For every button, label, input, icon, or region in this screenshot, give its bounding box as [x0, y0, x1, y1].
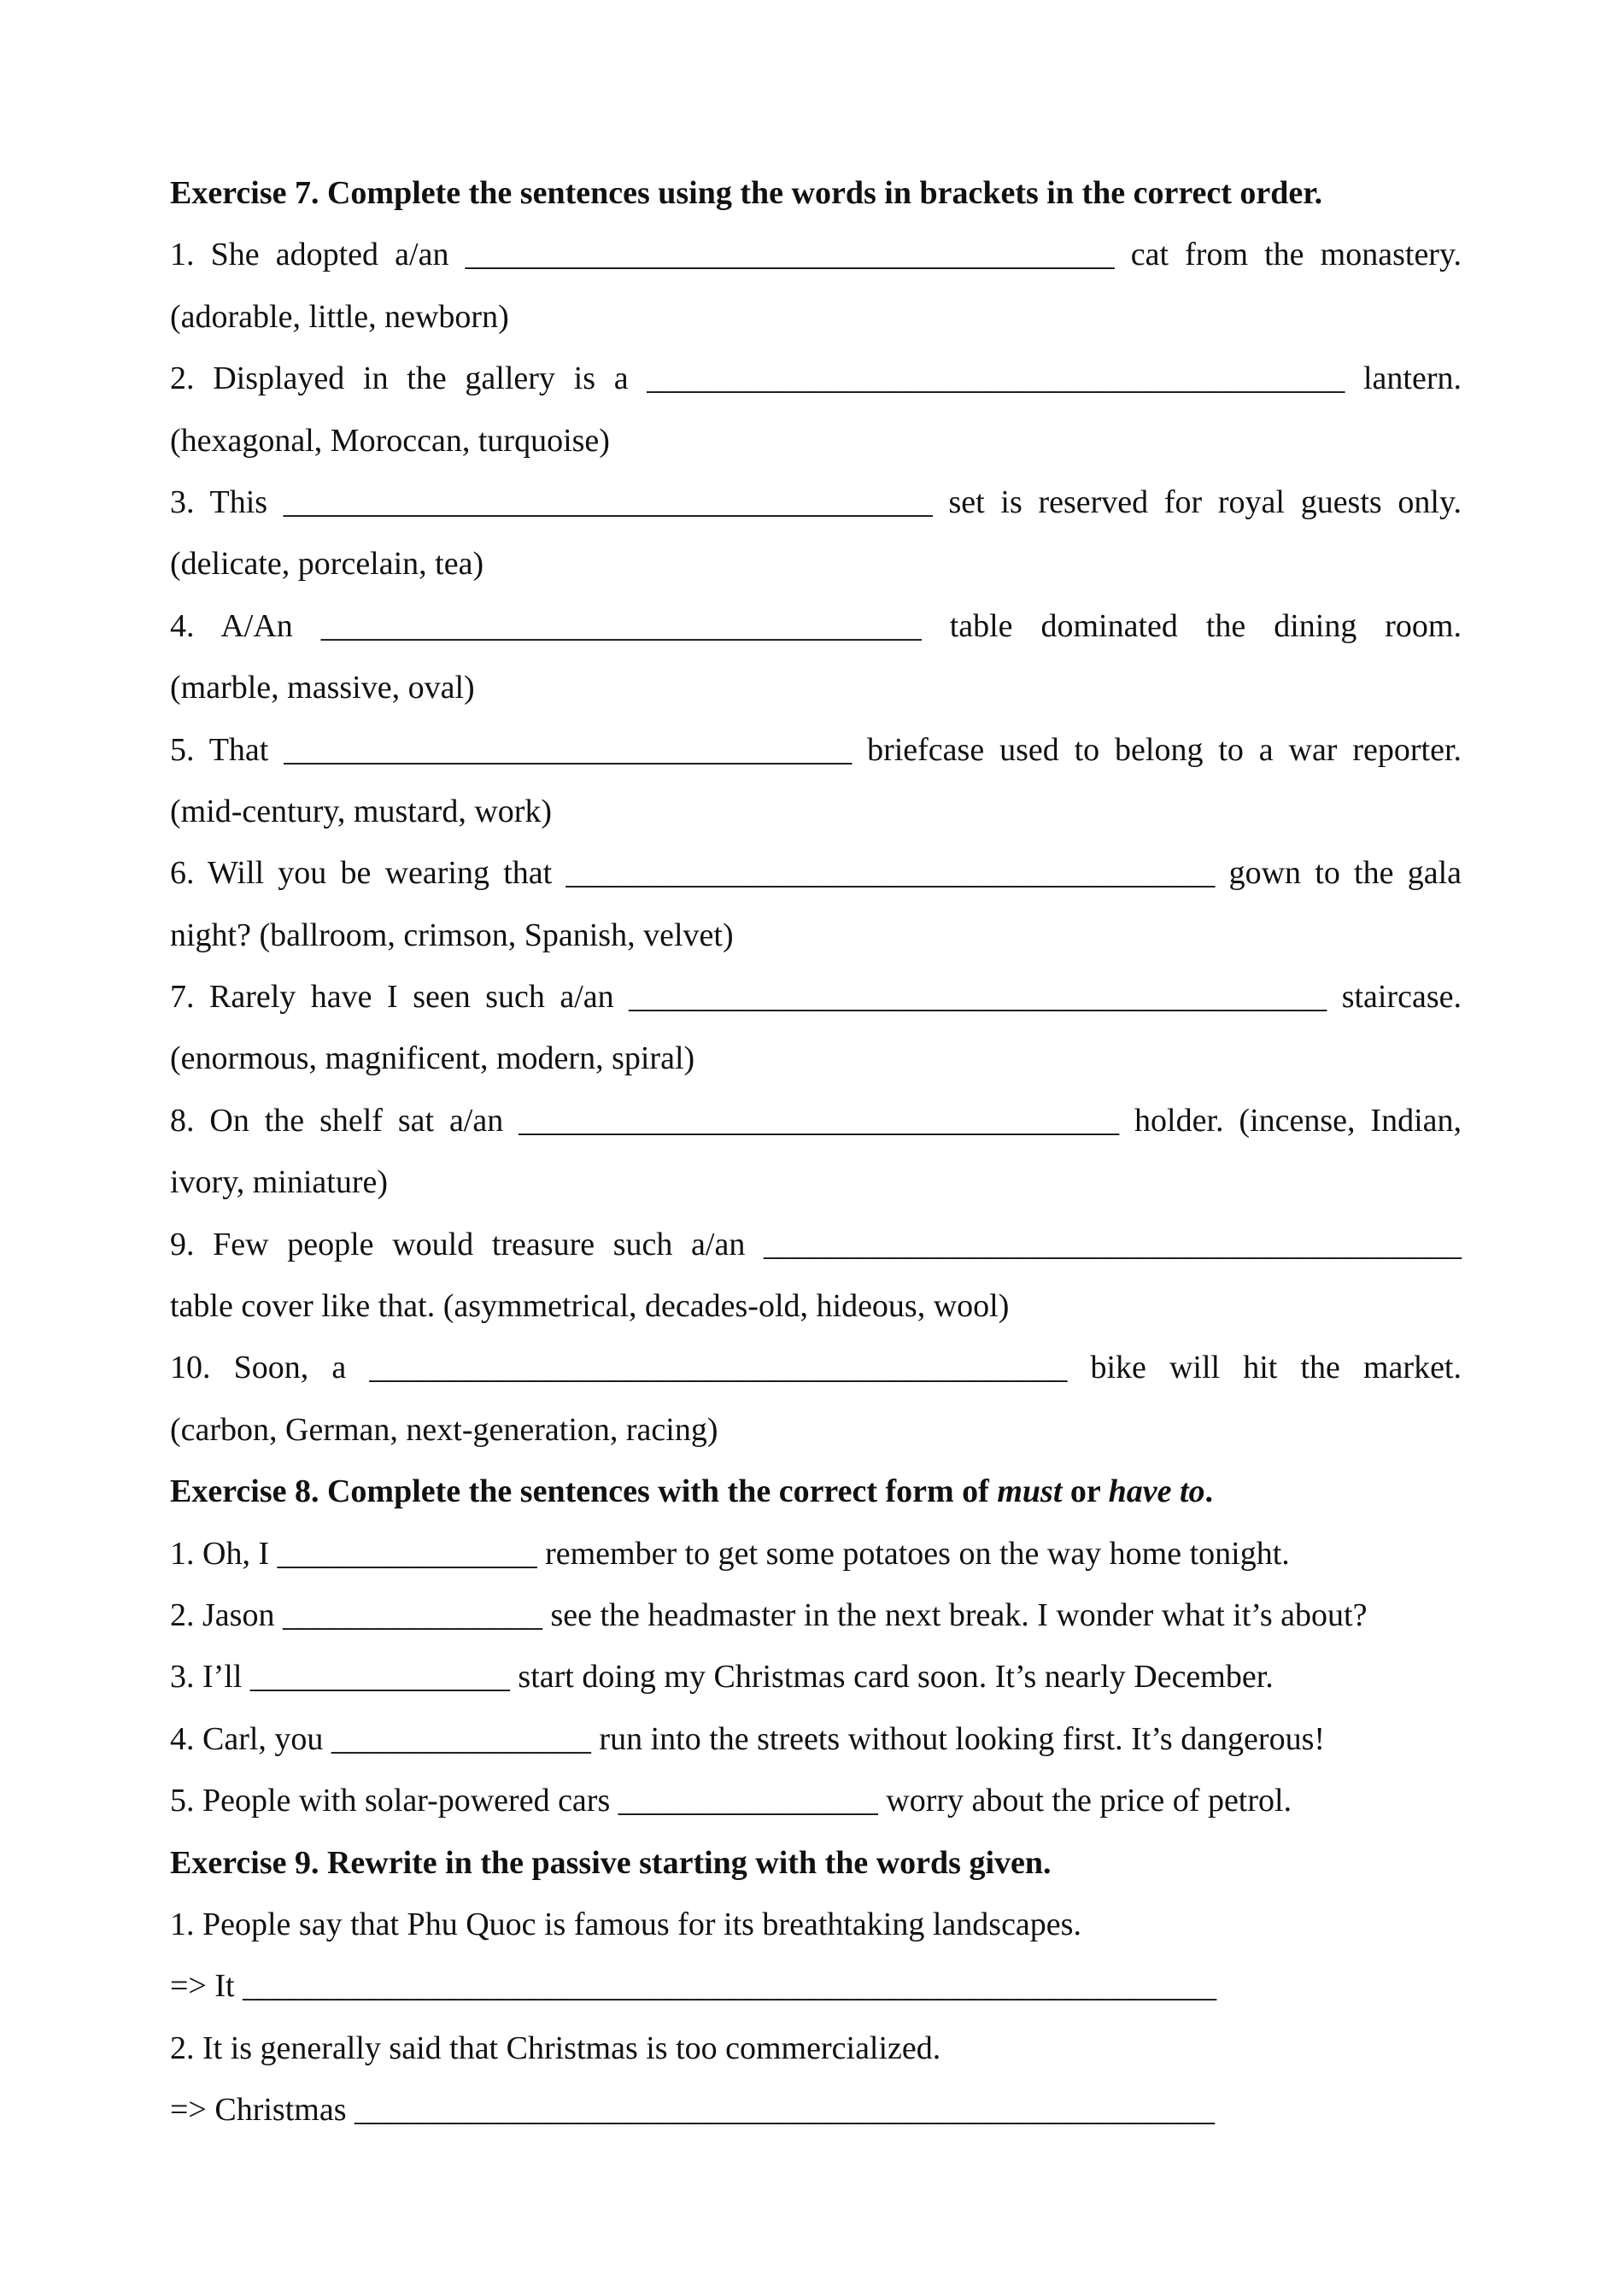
exercise-7-line: 4. A/An _____________________________________ table dominated the dining room. — [170, 607, 1462, 644]
exercise-8-line: 3. I’ll ________________ start doing my Christmas card soon. It’s nearly December. — [170, 1659, 1274, 1696]
exercise-7-line: (marble, massive, oval) — [170, 670, 475, 706]
exercise-7-line: (carbon, German, next-generation, racing) — [170, 1411, 718, 1448]
exercise-7-line: 5. That ___________________________________ briefcase used to belong to a war reporter. — [170, 731, 1462, 768]
exercise-7-line: 1. She adopted a/an ________________________________________ cat from the monastery. — [170, 237, 1462, 273]
exercise-9-line: => It ____________________________________________________________ — [170, 1968, 1217, 2005]
exercise-8-heading-text: Exercise 8. Complete the sentences with the correct form of — [170, 1473, 998, 1510]
exercise-7-line: 6. Will you be wearing that ________________________________________ gown to the gala — [170, 855, 1462, 892]
exercise-7-line: (enormous, magnificent, modern, spiral) — [170, 1040, 695, 1077]
exercise-7-line: (hexagonal, Moroccan, turquoise) — [170, 422, 610, 459]
exercise-7-line: table cover like that. (asymmetrical, decades-old, hideous, wool) — [170, 1288, 1010, 1325]
exercise-7-line: 10. Soon, a ___________________________________________ bike will hit the market. — [170, 1350, 1462, 1386]
exercise-7-line: 3. This ________________________________________ set is reserved for royal guests only. — [170, 483, 1462, 520]
exercise-7-line: 7. Rarely have I seen such a/an ___________________________________________ staircase. — [170, 979, 1462, 1016]
exercise-8-line: 5. People with solar-powered cars ________________ worry about the price of petrol. — [170, 1783, 1292, 1819]
exercise-7-line: ivory, miniature) — [170, 1164, 389, 1201]
worksheet-page — [170, 162, 1462, 2141]
exercise-9-line: 1. People say that Phu Quoc is famous for its breathtaking landscapes. — [170, 1906, 1081, 1942]
exercise-7-line: 9. Few people would treasure such a/an ___________________________________________ — [170, 1226, 1462, 1262]
exercise-7-line: night? (ballroom, crimson, Spanish, velvet) — [170, 917, 734, 953]
exercise-8-heading — [170, 1461, 1462, 1522]
exercise-8-heading-have-to: have to — [1108, 1473, 1205, 1510]
exercise-8-line: 2. Jason ________________ see the headmaster in the next break. I wonder what it’s about? — [170, 1596, 1368, 1633]
exercise-8-heading-must: must — [997, 1473, 1063, 1510]
exercise-8-line: 4. Carl, you ________________ run into the streets without looking first. It’s dangerous! — [170, 1720, 1326, 1757]
exercise-7-heading: Exercise 7. Complete the sentences using the words in brackets in the correct order. — [170, 175, 1323, 211]
exercise-8-heading-end: . — [1204, 1473, 1214, 1510]
exercise-8-heading-or: or — [1062, 1473, 1109, 1510]
exercise-7-line: (delicate, porcelain, tea) — [170, 546, 484, 583]
exercise-9-line: => Christmas _____________________________________________________ — [170, 2092, 1215, 2129]
exercise-8-line: 1. Oh, I ________________ remember to get some potatoes on the way home tonight. — [170, 1535, 1290, 1572]
exercise-7-line: 8. On the shelf sat a/an _____________________________________ holder. (incense, Indian, — [170, 1102, 1462, 1139]
exercise-9-heading: Exercise 9. Rewrite in the passive starting with the words given. — [170, 1844, 1052, 1881]
exercise-7-line: (adorable, little, newborn) — [170, 298, 509, 335]
exercise-7-line: 2. Displayed in the gallery is a ___________________________________________ lantern. — [170, 360, 1462, 397]
exercise-7-line: (mid-century, mustard, work) — [170, 793, 553, 829]
exercise-9-line: 2. It is generally said that Christmas is too commercialized. — [170, 2030, 941, 2066]
